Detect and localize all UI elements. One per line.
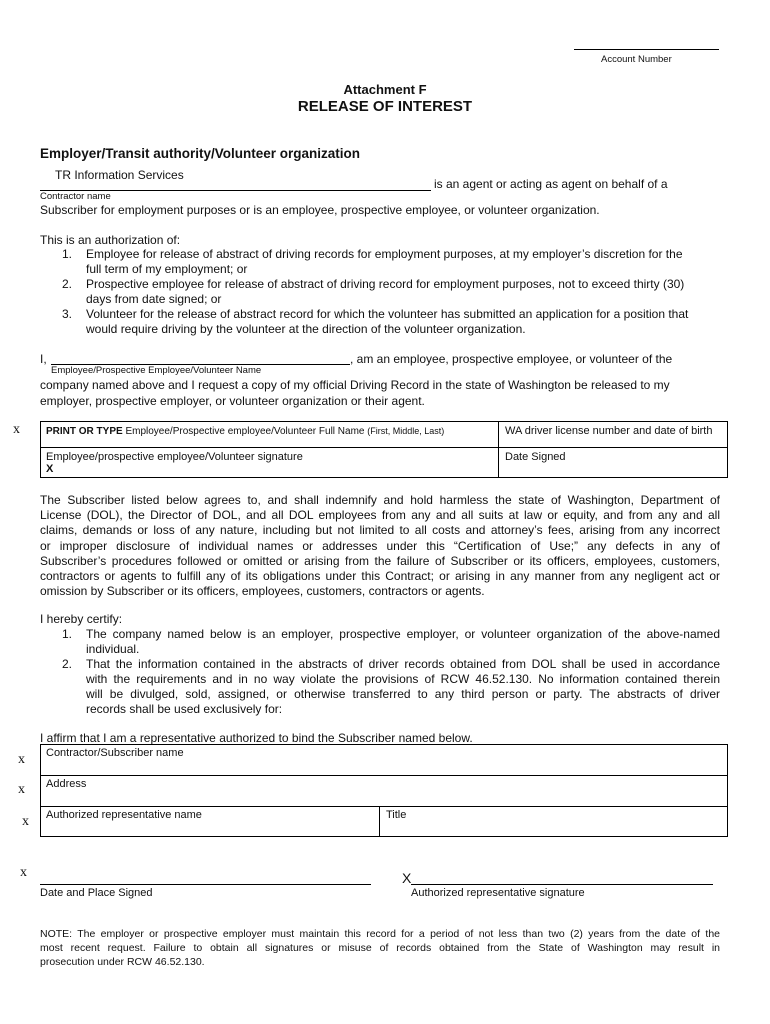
table-divider bbox=[40, 775, 728, 776]
authorization-intro: This is an authorization of: bbox=[40, 233, 181, 247]
indemnity-line: Subscriber’s procedures followed or omitted or arising from the failure of Subscriber or its officers, employees, customers, bbox=[40, 553, 720, 568]
account-number-label: Account Number bbox=[601, 54, 672, 65]
affirm-text: I affirm that I am a representative authorized to bind the Subscriber named below. bbox=[40, 731, 473, 745]
request-text-line: company named above and I request a copy of my official Driving Record in the state of Washington be released to my bbox=[40, 378, 670, 392]
indemnity-line: License (DOL), the Director of DOL, and all DOL employees from any and all suits at law or equity, and from any and all bbox=[40, 508, 720, 523]
rep-signature-line[interactable] bbox=[411, 884, 713, 885]
indemnity-line: contractors or agents to fulfill any of its obligations under this Contract; or arising in any manner from any negligent act or bbox=[40, 569, 720, 584]
signature-x: X bbox=[46, 463, 54, 475]
authorization-item-line: Prospective employee for release of abstract of driving record for employment purposes, not to exceed thirty (30) bbox=[86, 277, 685, 291]
title-field[interactable]: Title bbox=[386, 809, 407, 821]
date-place-label: Date and Place Signed bbox=[40, 887, 153, 899]
note-line: NOTE: The employer or prospective employer must maintain this record for a period of not less than two (2) years from the date of the bbox=[40, 928, 720, 940]
certify-item bbox=[62, 627, 720, 657]
authorization-item-line: Volunteer for the release of abstract record for which the volunteer has submitted an application for a position that bbox=[86, 307, 689, 321]
account-number-line[interactable] bbox=[574, 49, 719, 50]
certify-item-number: 1. bbox=[62, 627, 73, 641]
section-heading: Employer/Transit authority/Volunteer organization bbox=[40, 146, 361, 161]
indemnity-line: or improper disclosure of individual names or addresses under this “Certification of Use;” any defects in any of bbox=[40, 538, 720, 553]
date-place-x-mark: x bbox=[20, 865, 27, 880]
authorization-item-number: 1. bbox=[62, 247, 73, 261]
certify-item-line: records shall be used exclusively for: bbox=[86, 702, 283, 716]
table-divider bbox=[40, 447, 728, 448]
certify-item-line: will be divulged, sold, assigned, or otherwise transferred to any third person or party. The abstracts of driver bbox=[86, 687, 720, 701]
signature-x-mark: x bbox=[13, 422, 20, 437]
attachment-label: Attachment F bbox=[343, 82, 427, 97]
authorization-item bbox=[62, 247, 732, 277]
contractor-name-label: Contractor name bbox=[40, 191, 111, 202]
rep-signature-x: X bbox=[402, 870, 412, 886]
employee-signature-field[interactable]: Employee/prospective employee/Volunteer signature bbox=[46, 451, 303, 463]
note-line: prosecution under RCW 46.52.130. bbox=[40, 956, 205, 968]
certify-intro: I hereby certify: bbox=[40, 612, 123, 626]
table-divider bbox=[498, 421, 499, 478]
authorization-item-line: would require driving by the volunteer at the direction of the volunteer organization. bbox=[86, 322, 526, 336]
page-title: RELEASE OF INTEREST bbox=[297, 98, 473, 115]
date-signed-field[interactable]: Date Signed bbox=[505, 451, 566, 463]
rep-name-field[interactable]: Authorized representative name bbox=[46, 809, 202, 821]
indemnity-line: claims, demands or loss of any nature, including but not limited to all costs and attorney’s fees, arising from any incorrect bbox=[40, 523, 720, 538]
address-field[interactable]: Address bbox=[46, 778, 87, 790]
authorization-item-line: Employee for release of abstract of driving records for employment purposes, at my employer’s discretion for the bbox=[86, 247, 683, 261]
contractor-name-value[interactable]: TR Information Services bbox=[55, 168, 184, 182]
rep-signature-label: Authorized representative signature bbox=[411, 887, 585, 899]
rep-name-x-mark: x bbox=[22, 814, 29, 829]
employee-statement: , am an employee, prospective employee, or volunteer of the bbox=[350, 352, 673, 366]
certify-item-line: That the information contained in the abstracts of driver records obtained from DOL shall be used in accordance bbox=[86, 657, 720, 671]
note-line: most recent request. Failure to obtain all signatures or misuse of records obtained from the State of Washington may result in bbox=[40, 942, 720, 954]
address-x-mark: x bbox=[18, 782, 25, 797]
authorization-item-line: days from date signed; or bbox=[86, 292, 222, 306]
certify-item bbox=[62, 657, 720, 717]
subscriber-text: Subscriber for employment purposes or is an employee, prospective employee, or volunteer organization. bbox=[40, 203, 600, 217]
name-order-hint: (First, Middle, Last) bbox=[367, 426, 445, 436]
authorization-item-number: 3. bbox=[62, 307, 73, 321]
certify-item-line: The company named below is an employer, prospective employer, or volunteer organization of the above-named bbox=[86, 627, 720, 641]
authorization-item bbox=[62, 277, 732, 307]
contractor-x-mark: x bbox=[18, 752, 25, 767]
indemnity-line: The Subscriber listed below agrees to, and shall indemnify and hold harmless the state of Washington, Department of bbox=[40, 493, 720, 507]
request-text-line: employer, prospective employer, or volunteer organization or their agent. bbox=[40, 394, 425, 408]
full-name-field[interactable] bbox=[46, 426, 444, 437]
certify-item-line: individual. bbox=[86, 642, 140, 656]
indemnity-line: omission by Subscriber or its officers, employees, customers, contractors or agents. bbox=[40, 584, 485, 599]
authorization-item bbox=[62, 307, 732, 337]
table-divider bbox=[40, 806, 728, 807]
date-place-line[interactable] bbox=[40, 884, 371, 885]
license-dob-field[interactable]: WA driver license number and date of birth bbox=[505, 425, 713, 437]
full-name-label: Employee/Prospective employee/Volunteer Full Name bbox=[122, 426, 368, 437]
table-divider bbox=[379, 806, 380, 837]
employee-name-label: Employee/Prospective Employee/Volunteer Name bbox=[51, 365, 262, 376]
certify-item-number: 2. bbox=[62, 657, 73, 671]
certify-item-line: with the requirements and in no way violate the provisions of RCW 46.52.130. No information contained therein bbox=[86, 672, 720, 686]
note-paragraph bbox=[40, 927, 720, 969]
contractor-subscriber-field[interactable]: Contractor/Subscriber name bbox=[46, 747, 184, 759]
i-prefix: I, bbox=[40, 352, 47, 366]
indemnity-paragraph bbox=[40, 493, 720, 599]
print-or-type-label: PRINT OR TYPE bbox=[46, 426, 123, 437]
agent-text: is an agent or acting as agent on behalf of a bbox=[434, 177, 668, 191]
authorization-item-line: full term of my employment; or bbox=[86, 262, 248, 276]
authorization-item-number: 2. bbox=[62, 277, 73, 291]
